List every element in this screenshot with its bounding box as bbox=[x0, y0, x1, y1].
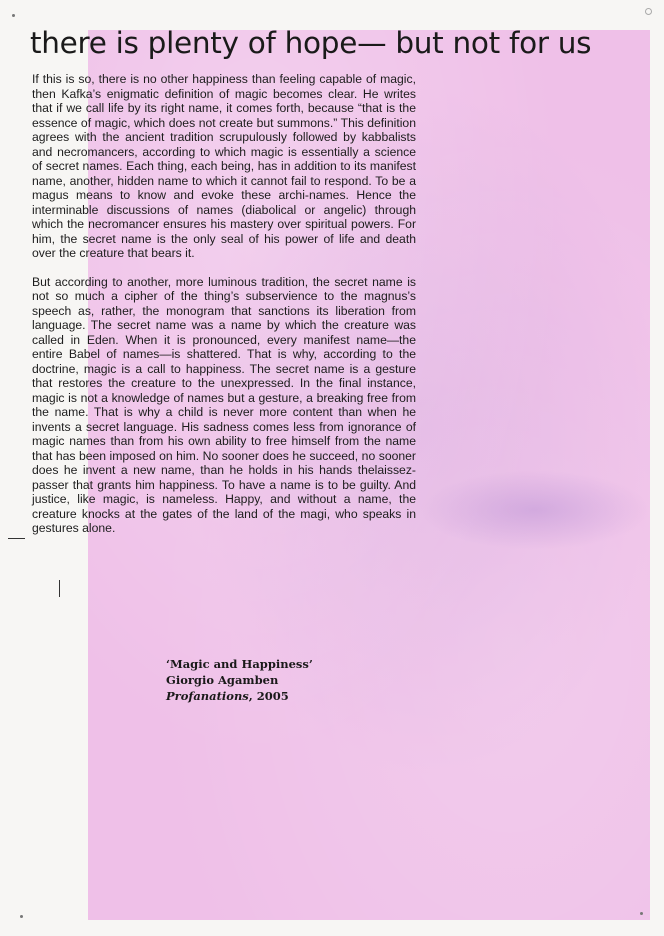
corner-mark-top-right bbox=[645, 8, 652, 15]
credit-author: Giorgio Agamben bbox=[166, 673, 279, 687]
corner-mark-bottom-right bbox=[640, 912, 643, 915]
credit-title: ‘Magic and Happiness’ bbox=[166, 657, 313, 671]
credit-book: Profanations bbox=[166, 689, 249, 703]
crop-mark-horizontal bbox=[8, 538, 25, 539]
corner-mark-bottom-left bbox=[20, 915, 23, 918]
corner-mark-top-left bbox=[12, 14, 15, 17]
paragraph-2: But according to another, more luminous tradition, the secret name is not so much a cipher of the thing’s subservience to the magnus’s speech as, rather, the monogram that sanctions its liberation from language. The secret name was a name by which the creature was called in Eden. When it is pronounced, every manifest name—the entire Babel of names—is shattered. That is why, according to the doctrine, magic is a call to happiness. The secret name is a gesture that restores the creature to the unexpressed. In the final instance, magic is not a knowledge of names but a gesture, a breaking free from the name. That is why a child is never more content than when he invents a secret language. His sadness comes less from ignorance of magic names than from his own ability to free himself from the name that has been imposed on him. No sooner does he succeed, no sooner does he invent a new name, than he holds in his hands thelaissez-passer that grants him happiness. To have a name is to be guilty. And justice, like magic, is nameless. Happy, and without a name, the creature knocks at the gates of the land of the magi, who speaks in gestures alone. bbox=[32, 274, 416, 535]
essay-body bbox=[32, 72, 416, 550]
credit-year: , 2005 bbox=[248, 689, 289, 703]
paragraph-1: If this is so, there is no other happiness than feeling capable of magic, then Kafka’s enigmatic definition of magic becomes clear. He writes that if we call life by its right name, it comes forth, because “that is the essence of magic, which does not create but summons.” This definition agrees with the ancient tradition scrupulously followed by kabbalists and necromancers, according to which magic is essentially a science of secret names. Each thing, each being, has in addition to its manifest name, another, hidden name to which it cannot fail to respond. To be a magus means to know and evoke these archi-names. Hence the interminable discussions of names (diabolical or angelic) through which the necromancer ensures his mastery over spiritual powers. For him, the secret name is the only seal of his power of life and death over the creature that bears it. bbox=[32, 72, 416, 260]
purple-ink-smudge bbox=[420, 470, 650, 550]
credit-book-line bbox=[166, 688, 313, 704]
crop-mark-vertical bbox=[59, 580, 60, 597]
page-heading: there is plenty of hope— but not for us bbox=[30, 26, 592, 60]
source-credit bbox=[166, 656, 313, 704]
